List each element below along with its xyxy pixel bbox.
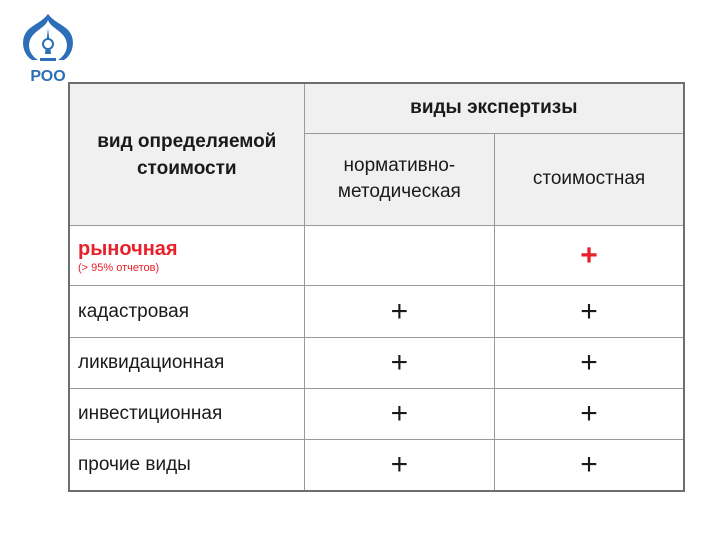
cell-cost: + [495, 388, 684, 439]
table-row [69, 226, 684, 286]
table-row [69, 440, 684, 491]
expertise-table [68, 82, 685, 492]
corner-header [69, 83, 304, 226]
group-header: виды экспертизы [304, 83, 684, 133]
cell-normative: + [304, 388, 494, 439]
corner-header-text: вид определяемой стоимости [97, 130, 277, 179]
cell-normative: + [304, 337, 494, 388]
cell-normative: + [304, 440, 494, 491]
cell-normative: + [304, 286, 494, 337]
table-row [69, 388, 684, 439]
row-note: (> 95% отчетов) [78, 261, 160, 274]
subheader-normative: нормативно-методическая [304, 133, 494, 225]
row-label: инвестиционная [69, 388, 304, 439]
row-label-cell [69, 226, 304, 286]
cell-cost: + [495, 226, 684, 286]
subheader-cost: стоимостная [495, 133, 684, 225]
cell-cost: + [495, 337, 684, 388]
logo-text: РОО [30, 68, 66, 85]
cell-cost: + [495, 440, 684, 491]
cell-cost: + [495, 286, 684, 337]
table-row [69, 286, 684, 337]
header-row-top [69, 83, 684, 133]
row-label: кадастровая [69, 286, 304, 337]
table-row [69, 337, 684, 388]
roo-logo [14, 10, 82, 86]
row-label: рыночная [78, 237, 178, 260]
row-label: ликвидационная [69, 337, 304, 388]
dome-spire-icon [14, 10, 82, 70]
cell-normative [304, 226, 494, 286]
row-label: прочие виды [69, 440, 304, 491]
